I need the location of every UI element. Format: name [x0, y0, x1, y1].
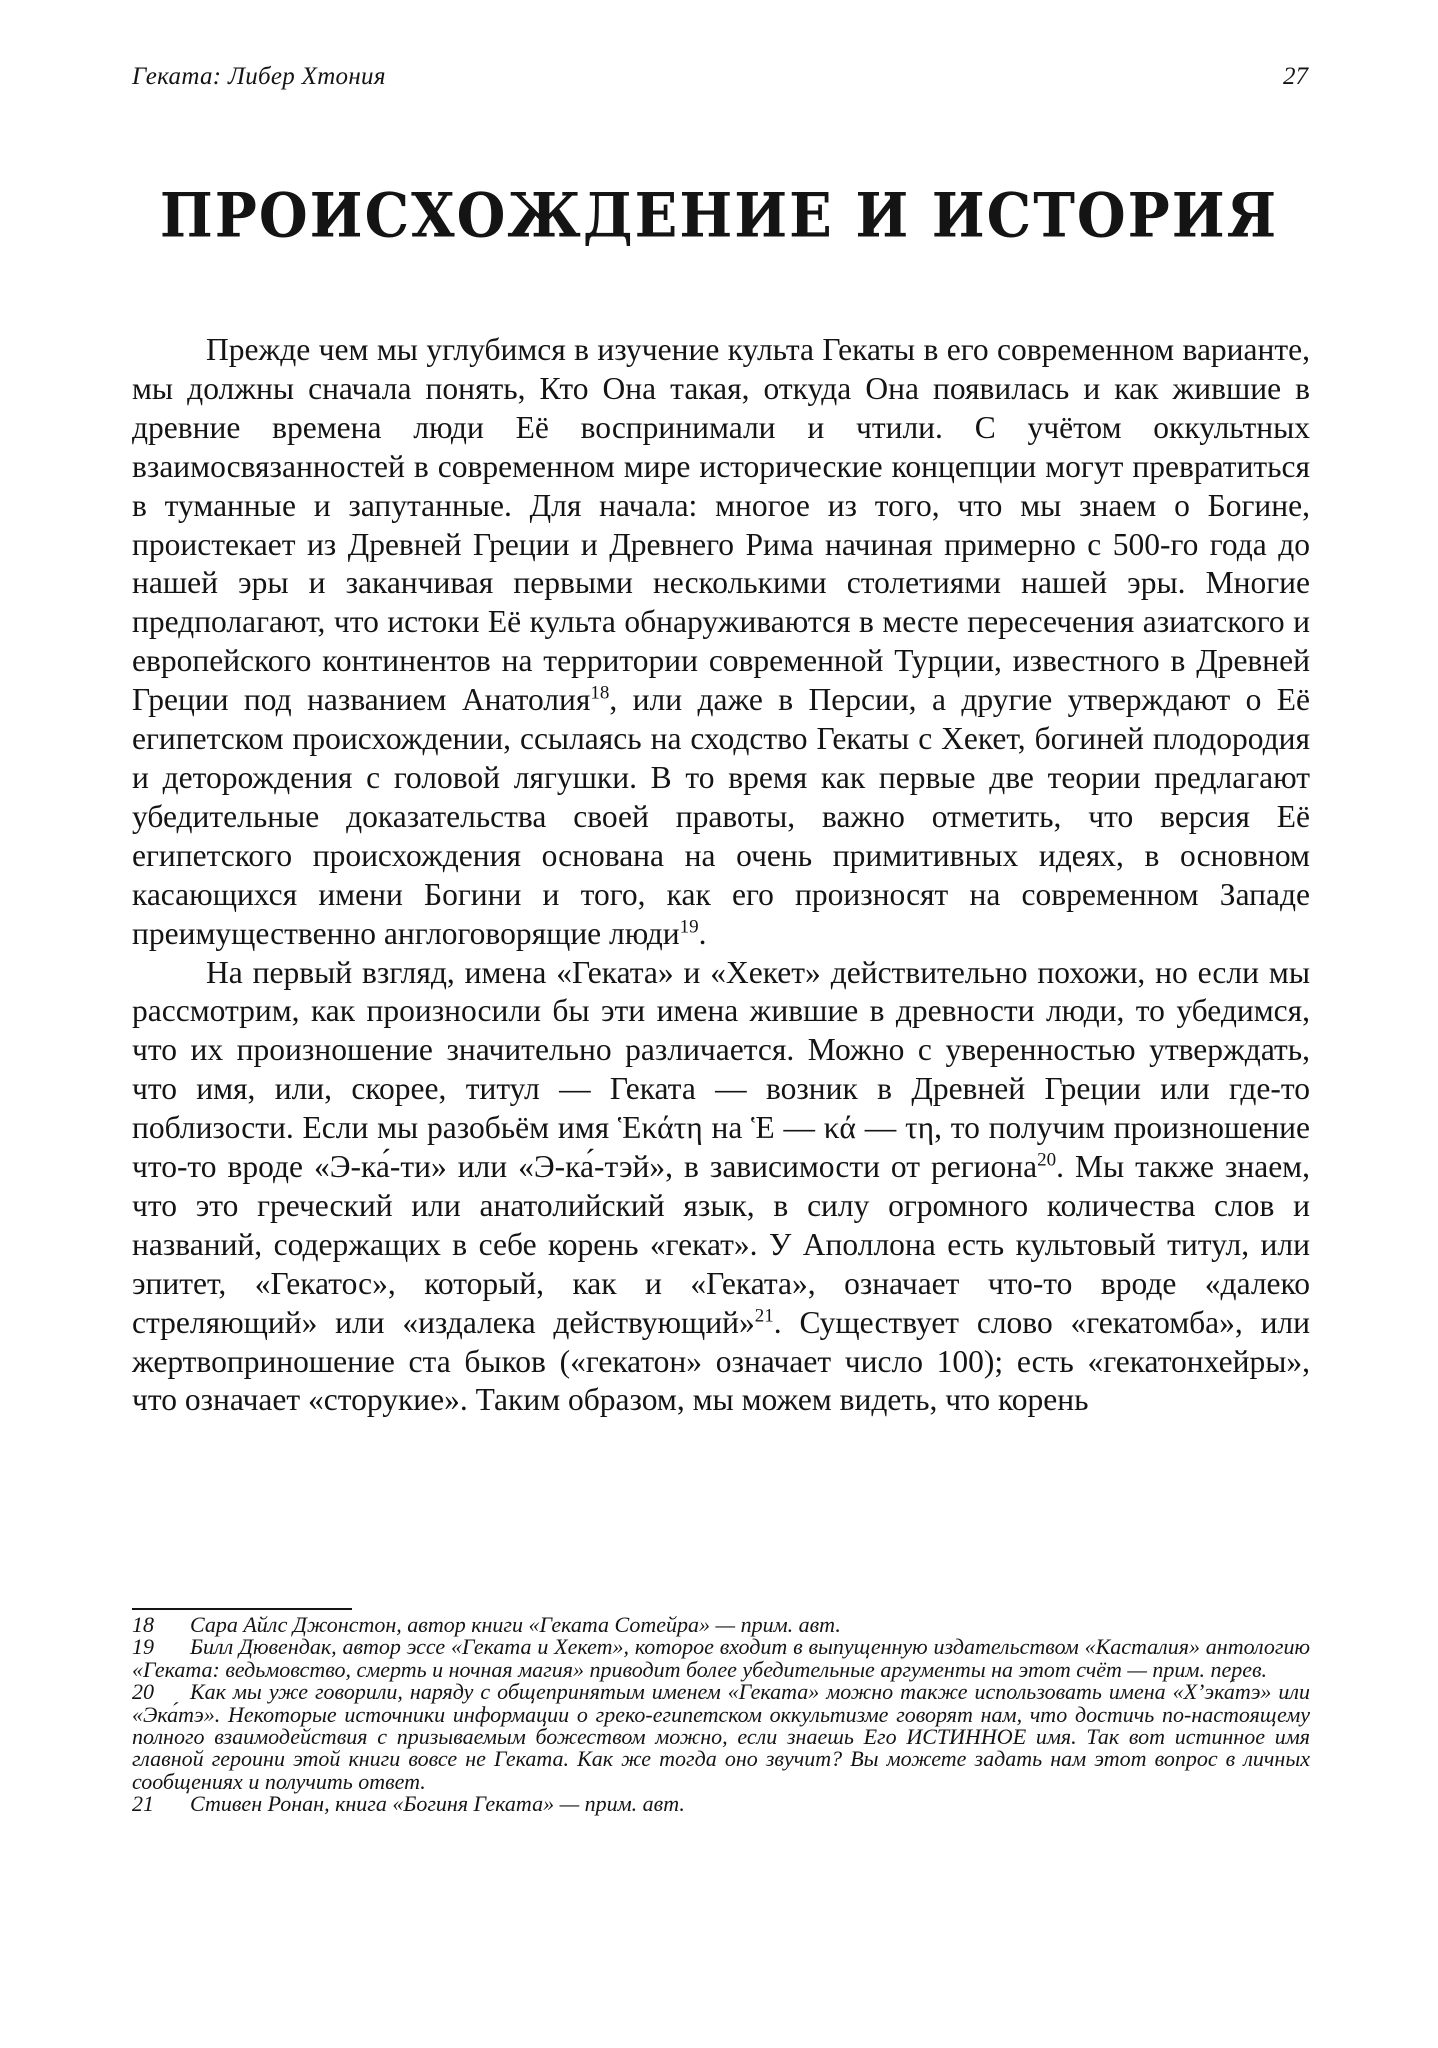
paragraph-text: , или даже в Персии, а другие утверждают о Её египетском происхождении, ссылаясь на сходство Гекаты с Хекет, богиней плодородия и деторождения с головой лягушки. В то время как первые две теории предлагают убедительные доказательства своей правоты, важно отметить, что версия Её египетского происхождения основана на очень примитивных идеях, в основном касающихся имени Богини и того, как его произносят на современном Западе преимущественно англоговорящие люди: [132, 682, 1310, 951]
footnote-ref[interactable]: 20: [1037, 1149, 1057, 1171]
paragraph: [132, 954, 1310, 1421]
paragraph-text: Прежде чем мы углубимся в изучение культа Гекаты в его современном варианте, мы должны сначала понять, Кто Она такая, откуда Она появилась и как жившие в древние времена люди Её воспринимали и чтили. С учётом оккультных взаимосвязанностей в современном мире исторические концепции могут превратиться в туманные и запутанные. Для начала: многое из того, что мы знаем о Богине, проистекает из Древней Греции и Древнего Рима начиная примерно с 500-го года до нашей эры и заканчивая первыми несколькими столетиями нашей эры. Многие предполагают, что истоки Её культа обнаруживаются в месте пересечения азиатского и европейского континентов на территории современной Турции, известного в Древней Греции под названием Анатолия: [132, 332, 1310, 718]
footnote-text: Сара Айлс Джонстон, автор книги «Геката Сотейра» — прим. авт.: [190, 1612, 841, 1637]
footnotes: [132, 1614, 1310, 1816]
footnote-number: 19: [132, 1634, 154, 1660]
footnote-ref[interactable]: 21: [754, 1305, 774, 1327]
footnote-number: 18: [132, 1612, 154, 1637]
footnote-text: Стивен Ронан, книга «Богиня Геката» — прим. авт.: [190, 1791, 685, 1817]
paragraph: [132, 331, 1310, 954]
footnote-number: 20: [132, 1679, 154, 1705]
paragraph-text: .: [698, 915, 707, 951]
footnote: [132, 1793, 1310, 1815]
paragraph-text: . Существует слово «гекатомба», или жертвоприношение ста быков («гекатон» означает число 100); есть «гекатонхейры», что означает «сторукие». Таким образом, мы можем видеть, что корень: [132, 1304, 1310, 1418]
running-header-title: Геката: Либер Хтония: [132, 63, 386, 90]
footnote-text: Как мы уже говорили, наряду с общепринятым именем «Геката» можно также использовать имена «Х’эка́тэ» или «Эка́тэ». Некоторые источники информации о греко-египетском оккультизме говорят нам, что достичь по-настоящему полного взаимодействия с призываемым божеством можно, если знаешь Его ИСТИННОЕ имя. Так вот истинное имя главной героини этой книги вовсе не Геката. Как же тогда оно звучит? Вы можете задать нам этот вопрос в личных сообщениях и получить ответ.: [132, 1679, 1310, 1794]
footnote: [132, 1636, 1310, 1681]
footnote-divider: [132, 1608, 352, 1610]
chapter-title: ПРОИСХОЖДЕНИЕ И ИСТОРИЯ: [159, 180, 1279, 252]
page-number: 27: [1283, 63, 1308, 90]
paragraph-text: На первый взгляд, имена «Геката» и «Хекет» действительно похожи, но если мы рассмотрим, как произносили бы эти имена жившие в древности люди, то убедимся, что их произношение значительно различается. Можно с уверенностью утверждать, что имя, или, скорее, титул — Геката — возник в Древней Греции или где-то поблизости. Если мы разобьём имя Ἑκάτη на Ἑ — κά — τη, то получим произношение что-то вроде «Э-ка́-ти» или «Э-ка́-тэй», в зависимости от региона: [132, 954, 1310, 1185]
footnote-number: 21: [132, 1791, 154, 1817]
footnote-text: Билл Дювендак, автор эссе «Геката и Хекет», которое входит в выпущенную издательством «Касталия» антологию «Геката: ведьмовство, смерть и ночная магия» приводит более убедительные аргументы на этот счёт — прим. перев.: [132, 1634, 1310, 1682]
footnote-ref[interactable]: 19: [679, 916, 699, 938]
footnote-ref[interactable]: 18: [590, 682, 610, 704]
body-text: [132, 331, 1310, 1420]
footnote: [132, 1614, 1310, 1636]
footnote: [132, 1681, 1310, 1793]
paragraph-text: . Мы также знаем, что это греческий или анатолийский язык, в силу огромного количества слов и названий, содержащих в себе корень «гекат». У Аполлона есть культовый титул, или эпитет, «Гекатос», который, как и «Геката», означает что-то вроде «далеко стреляющий» или «издалека действующий»: [132, 1149, 1310, 1340]
